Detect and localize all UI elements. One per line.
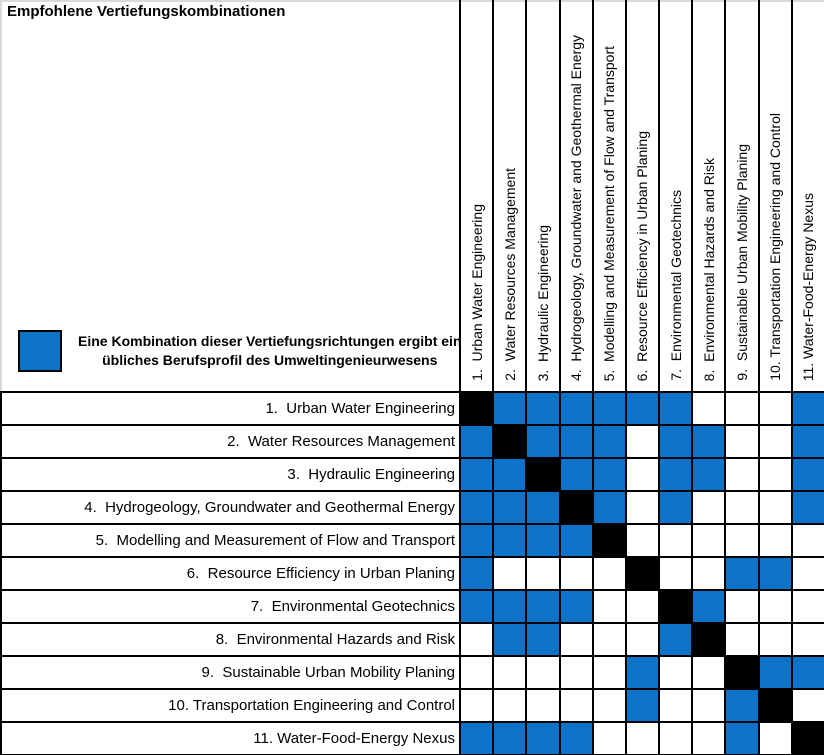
matrix-cell-r10c7: [659, 689, 692, 722]
row-label-10: 10. Transportation Engineering and Control: [1, 689, 460, 722]
legend: [18, 330, 462, 372]
matrix-cell-r9c1: [460, 656, 493, 689]
matrix-cell-r4c7: [659, 491, 692, 524]
matrix-cell-r2c6: [626, 425, 659, 458]
matrix-cell-r11c2: [493, 722, 526, 755]
legend-text: [78, 332, 462, 370]
matrix-cell-r2c10: [759, 425, 792, 458]
matrix-cell-r8c11: [792, 623, 824, 656]
matrix-cell-r10c2: [493, 689, 526, 722]
matrix-cell-r7c9: [725, 590, 758, 623]
matrix-cell-r11c4: [560, 722, 593, 755]
matrix-cell-r4c10: [759, 491, 792, 524]
row-label-3: 3. Hydraulic Engineering: [1, 458, 460, 491]
table-row: [1, 458, 824, 491]
matrix-cell-r8c7: [659, 623, 692, 656]
matrix-cell-r7c3: [526, 590, 559, 623]
matrix-cell-r6c5: [593, 557, 626, 590]
matrix-cell-diagonal-r2c2: [493, 425, 526, 458]
matrix-cell-r9c4: [560, 656, 593, 689]
matrix-cell-r5c2: [493, 524, 526, 557]
row-label-2: 2. Water Resources Management: [1, 425, 460, 458]
matrix-cell-r8c10: [759, 623, 792, 656]
matrix-cell-r3c8: [692, 458, 725, 491]
matrix-cell-r1c7: [659, 392, 692, 425]
matrix-cell-r7c2: [493, 590, 526, 623]
matrix-cell-r1c11: [792, 392, 824, 425]
matrix-cell-r5c10: [759, 524, 792, 557]
column-header-7: [659, 1, 692, 392]
matrix-cell-r4c1: [460, 491, 493, 524]
matrix-cell-r4c2: [493, 491, 526, 524]
matrix-cell-r6c4: [560, 557, 593, 590]
matrix-cell-r10c1: [460, 689, 493, 722]
column-header-8: [692, 1, 725, 392]
matrix-cell-r6c1: [460, 557, 493, 590]
matrix-cell-r7c6: [626, 590, 659, 623]
matrix-cell-r2c4: [560, 425, 593, 458]
matrix-cell-r2c1: [460, 425, 493, 458]
column-header-row: [1, 1, 824, 392]
matrix-cell-r7c11: [792, 590, 824, 623]
row-label-4: 4. Hydrogeology, Groundwater and Geothermal Energy: [1, 491, 460, 524]
matrix-cell-r8c3: [526, 623, 559, 656]
table-row: [1, 557, 824, 590]
matrix-cell-r3c10: [759, 458, 792, 491]
legend-text-line2: übliches Berufsprofil des Umweltingenieurwesens: [102, 352, 438, 368]
matrix-cell-r9c5: [593, 656, 626, 689]
matrix-cell-r10c8: [692, 689, 725, 722]
table-row: [1, 425, 824, 458]
table-row: [1, 524, 824, 557]
table-row: [1, 623, 824, 656]
matrix-cell-r3c9: [725, 458, 758, 491]
matrix-cell-diagonal-r7c7: [659, 590, 692, 623]
column-header-1: [460, 1, 493, 392]
matrix-cell-diagonal-r5c5: [593, 524, 626, 557]
matrix-cell-r4c8: [692, 491, 725, 524]
matrix-cell-r5c7: [659, 524, 692, 557]
corner-inner: [2, 2, 462, 389]
column-header-2: [493, 1, 526, 392]
column-header-5: [593, 1, 626, 392]
table-row: [1, 689, 824, 722]
column-header-label: 4. Hydrogeology, Groundwater and Geothermal Energy: [568, 34, 585, 381]
matrix-cell-r9c11: [792, 656, 824, 689]
matrix-cell-r7c1: [460, 590, 493, 623]
matrix-cell-r6c11: [792, 557, 824, 590]
matrix-cell-r1c3: [526, 392, 559, 425]
matrix-cell-r3c1: [460, 458, 493, 491]
column-header-label: 8. Environmental Hazards and Risk: [700, 157, 717, 381]
column-header-label: 9. Sustainable Urban Mobility Planing: [733, 144, 750, 381]
column-header-3: [526, 1, 559, 392]
legend-color-swatch: [18, 330, 62, 372]
matrix-cell-r3c7: [659, 458, 692, 491]
matrix-cell-r2c7: [659, 425, 692, 458]
matrix-cell-diagonal-r8c8: [692, 623, 725, 656]
matrix-cell-diagonal-r1c1: [460, 392, 493, 425]
matrix-cell-r5c3: [526, 524, 559, 557]
matrix-cell-diagonal-r4c4: [560, 491, 593, 524]
column-header-label: 10. Transportation Engineering and Control: [767, 113, 784, 381]
matrix-cell-r10c5: [593, 689, 626, 722]
matrix-cell-r1c6: [626, 392, 659, 425]
row-label-5: 5. Modelling and Measurement of Flow and Transport: [1, 524, 460, 557]
matrix-cell-r11c6: [626, 722, 659, 755]
table-row: [1, 491, 824, 524]
matrix-cell-r7c8: [692, 590, 725, 623]
matrix-cell-r8c5: [593, 623, 626, 656]
matrix-cell-r2c8: [692, 425, 725, 458]
matrix-cell-r9c3: [526, 656, 559, 689]
matrix-cell-r1c4: [560, 392, 593, 425]
matrix-cell-r9c7: [659, 656, 692, 689]
row-label-11: 11. Water-Food-Energy Nexus: [1, 722, 460, 755]
matrix-cell-r11c3: [526, 722, 559, 755]
matrix-cell-r5c1: [460, 524, 493, 557]
matrix-cell-diagonal-r11c11: [792, 722, 824, 755]
column-header-10: [759, 1, 792, 392]
row-label-1: 1. Urban Water Engineering: [1, 392, 460, 425]
matrix-cell-r10c6: [626, 689, 659, 722]
matrix-cell-r8c1: [460, 623, 493, 656]
matrix-cell-r6c7: [659, 557, 692, 590]
column-header-label: 3. Hydraulic Engineering: [534, 224, 551, 381]
corner-cell: [1, 1, 460, 392]
column-header-11: [792, 1, 824, 392]
page-title: Empfohlene Vertiefungskombinationen: [7, 3, 286, 20]
row-label-6: 6. Resource Efficiency in Urban Planing: [1, 557, 460, 590]
matrix-cell-r6c2: [493, 557, 526, 590]
matrix-cell-r1c2: [493, 392, 526, 425]
table-row: [1, 590, 824, 623]
matrix-cell-r2c9: [725, 425, 758, 458]
table-row: [1, 392, 824, 425]
matrix-cell-r2c11: [792, 425, 824, 458]
matrix-cell-r6c10: [759, 557, 792, 590]
matrix-cell-diagonal-r10c10: [759, 689, 792, 722]
matrix-cell-r4c3: [526, 491, 559, 524]
matrix-cell-r7c10: [759, 590, 792, 623]
column-header-label: 5. Modelling and Measurement of Flow and Transport: [601, 45, 618, 381]
row-label-9: 9. Sustainable Urban Mobility Planing: [1, 656, 460, 689]
matrix-cell-r9c8: [692, 656, 725, 689]
matrix-cell-r6c3: [526, 557, 559, 590]
matrix-cell-r5c11: [792, 524, 824, 557]
column-header-4: [560, 1, 593, 392]
matrix-cell-r10c11: [792, 689, 824, 722]
table-row: [1, 656, 824, 689]
matrix-cell-r9c2: [493, 656, 526, 689]
column-header-label: 2. Water Resources Management: [501, 168, 518, 381]
matrix-cell-r11c7: [659, 722, 692, 755]
matrix-cell-r4c5: [593, 491, 626, 524]
matrix-cell-r9c6: [626, 656, 659, 689]
matrix-cell-r1c8: [692, 392, 725, 425]
matrix-cell-r5c6: [626, 524, 659, 557]
column-header-label: 7. Environmental Geotechnics: [667, 190, 684, 381]
matrix-cell-r9c10: [759, 656, 792, 689]
column-header-label: 11. Water-Food-Energy Nexus: [800, 192, 817, 381]
matrix-cell-r5c4: [560, 524, 593, 557]
column-header-label: 6. Resource Efficiency in Urban Planing: [634, 130, 651, 381]
matrix-cell-r11c8: [692, 722, 725, 755]
matrix-cell-r11c10: [759, 722, 792, 755]
matrix-cell-r7c5: [593, 590, 626, 623]
matrix-cell-r2c3: [526, 425, 559, 458]
matrix-cell-r10c4: [560, 689, 593, 722]
matrix-cell-r7c4: [560, 590, 593, 623]
column-header-6: [626, 1, 659, 392]
matrix-cell-r11c5: [593, 722, 626, 755]
matrix-cell-r6c8: [692, 557, 725, 590]
matrix-cell-r5c8: [692, 524, 725, 557]
matrix-cell-diagonal-r3c3: [526, 458, 559, 491]
matrix-cell-r10c3: [526, 689, 559, 722]
matrix-cell-r4c11: [792, 491, 824, 524]
matrix-cell-r3c2: [493, 458, 526, 491]
matrix-cell-r8c6: [626, 623, 659, 656]
matrix-cell-r11c9: [725, 722, 758, 755]
matrix-cell-r10c9: [725, 689, 758, 722]
matrix-cell-r3c11: [792, 458, 824, 491]
matrix-cell-diagonal-r6c6: [626, 557, 659, 590]
matrix-cell-r5c9: [725, 524, 758, 557]
matrix-cell-diagonal-r9c9: [725, 656, 758, 689]
table-row: [1, 722, 824, 755]
matrix-cell-r2c5: [593, 425, 626, 458]
matrix-cell-r8c2: [493, 623, 526, 656]
matrix-cell-r8c9: [725, 623, 758, 656]
matrix-cell-r11c1: [460, 722, 493, 755]
row-label-8: 8. Environmental Hazards and Risk: [1, 623, 460, 656]
matrix-cell-r1c5: [593, 392, 626, 425]
matrix-cell-r3c5: [593, 458, 626, 491]
matrix-cell-r4c9: [725, 491, 758, 524]
matrix-cell-r4c6: [626, 491, 659, 524]
matrix-cell-r1c9: [725, 392, 758, 425]
matrix-cell-r3c6: [626, 458, 659, 491]
row-label-7: 7. Environmental Geotechnics: [1, 590, 460, 623]
legend-text-line1: Eine Kombination dieser Vertiefungsrichtungen ergibt ein: [78, 333, 462, 349]
matrix-cell-r8c4: [560, 623, 593, 656]
matrix-cell-r3c4: [560, 458, 593, 491]
matrix-cell-r1c10: [759, 392, 792, 425]
column-header-9: [725, 1, 758, 392]
column-header-label: 1. Urban Water Engineering: [468, 204, 485, 381]
matrix-cell-r6c9: [725, 557, 758, 590]
